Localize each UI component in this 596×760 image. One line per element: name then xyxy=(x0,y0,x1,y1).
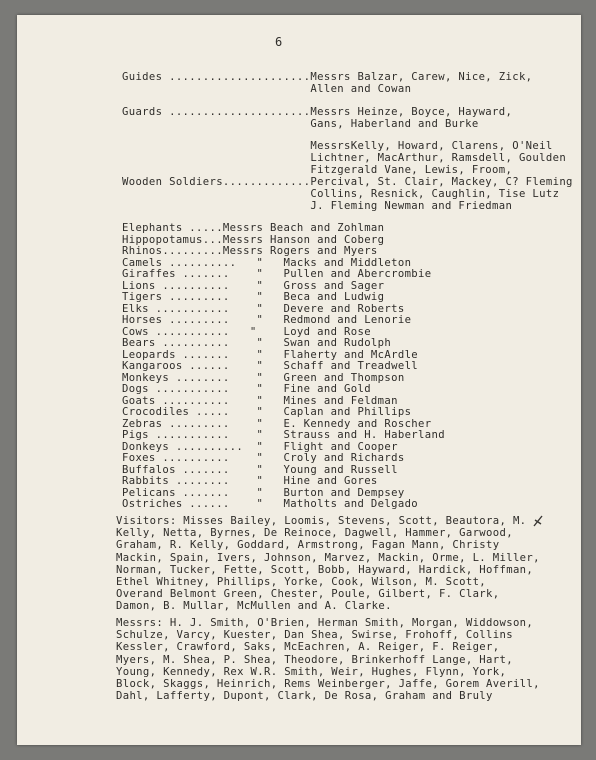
animal-cast-line: Buffalos ....... " Young and Russell xyxy=(122,463,398,476)
animal-cast-line: Pelicans ....... " Burton and Dempsey xyxy=(122,486,405,499)
animal-cast-line: Cows ........... " Loyd and Rose xyxy=(122,325,371,338)
visitors-line: Damon, B. Mullar, McMullen and A. Clarke. xyxy=(116,600,392,613)
visitors-line: Ethel Whitney, Phillips, Yorke, Cook, Wilson, M. Scott, xyxy=(116,576,487,588)
animal-cast-line: Rabbits ........ " Hine and Gores xyxy=(122,475,378,487)
visitors-line: Myers, M. Shea, P. Shea, Theodore, Brinkerhoff Lange, Hart, xyxy=(116,653,513,666)
visitors-line: Schulze, Varcy, Kuester, Dan Shea, Swirse, Frohoff, Collins xyxy=(116,629,513,642)
role-line: Lichtner, MacArthur, Ramsdell, Goulden xyxy=(122,152,567,164)
animal-cast-line: Kangaroos ...... " Schaff and Treadwell xyxy=(122,360,419,372)
animal-cast-line: Leopards ....... " Flaherty and McArdle xyxy=(122,348,419,361)
visitors-line: Norman, Tucker, Fette, Scott, Bobb, Hayward, Hardick, Hoffman, xyxy=(116,563,534,576)
visitors-line: Kelly, Netta, Byrnes, De Reinoce, Dagwell, Hammer, Garwood, xyxy=(116,527,513,540)
visitors-line: Kessler, Crawford, Saks, McEachren, A. Reiger, F. Reiger, xyxy=(116,641,500,654)
visitors-line: Visitors: Misses Bailey, Loomis, Stevens, Scott, Beautora, M. xyxy=(116,515,527,527)
role-line: J. Fleming Newman and Friedman xyxy=(122,200,513,212)
animal-cast-line: Tigers ......... " Beca and Ludwig xyxy=(122,291,385,303)
animal-cast-line: Bears .......... " Swan and Rudolph xyxy=(122,337,392,349)
role-line: Fitzgerald Vane, Lewis, Froom, xyxy=(122,164,513,176)
visitors-line: Young, Kennedy, Rex W.R. Smith, Weir, Hughes, Flynn, York, xyxy=(116,665,507,678)
document-page xyxy=(17,15,581,745)
role-line: Gans, Haberland and Burke xyxy=(122,118,479,130)
role-line: Allen and Cowan xyxy=(122,83,412,95)
animal-cast-line: Donkeys .......... " Flight and Cooper xyxy=(122,440,398,453)
animal-cast-line: Dogs ........... " Fine and Gold xyxy=(122,383,371,395)
visitors-line: Dahl, Lafferty, Dupont, Clark, De Rosa, Graham and Bruly xyxy=(116,690,493,703)
animal-cast-line: Monkeys ........ " Green and Thompson xyxy=(122,371,405,384)
visitors-line: Graham, R. Kelly, Goddard, Armstrong, Fagan Mann, Christy xyxy=(116,539,500,552)
visitors-line: Messrs: H. J. Smith, O'Brien, Herman Smith, Morgan, Widdowson, xyxy=(116,617,534,629)
role-line: Guards .....................Messrs Heinze, Boyce, Hayward, xyxy=(122,106,513,118)
animal-cast-line: Crocodiles ..... " Caplan and Phillips xyxy=(122,406,412,418)
animal-cast-line: Goats .......... " Mines and Feldman xyxy=(122,394,398,407)
animal-cast-line: Horses ......... " Redmond and Lenorie xyxy=(122,314,412,326)
visitors-line: Block, Skaggs, Heinrich, Rems Weinberger, Jaffe, Gorem Averill, xyxy=(116,678,540,690)
handwritten-check-mark xyxy=(532,515,544,527)
animal-cast-line: Giraffes ....... " Pullen and Abercrombie xyxy=(122,268,432,280)
role-line: Collins, Resnick, Caughlin, Tise Lutz xyxy=(122,188,560,200)
page-number: 6 xyxy=(275,35,284,49)
animal-cast-line: Hippopotamus...Messrs Hanson and Coberg xyxy=(122,233,385,246)
animal-cast-line: Zebras ......... " E. Kennedy and Roscher xyxy=(122,417,432,430)
animal-cast-line: Pigs ........... " Strauss and H. Haberland xyxy=(122,429,445,441)
animal-cast-line: Lions .......... " Gross and Sager xyxy=(122,279,385,292)
animal-cast-line: Ostriches ...... " Matholts and Delgado xyxy=(122,498,419,510)
animal-cast-line: Foxes .......... " Croly and Richards xyxy=(122,452,405,464)
animal-cast-line: Elks ........... " Devere and Roberts xyxy=(122,302,405,315)
animal-cast-line: Camels .......... " Macks and Middleton xyxy=(122,256,412,269)
role-line: Wooden Soldiers.............Percival, St. Clair, Mackey, C? Fleming xyxy=(122,176,573,188)
visitors-line: Mackin, Spain, Ivers, Johnson, Marvez, Mackin, Orme, L. Miller, xyxy=(116,551,540,564)
visitors-line: Overand Belmont Green, Chester, Poule, Gilbert, F. Clark, xyxy=(116,588,500,601)
role-line: MessrsKelly, Howard, Clarens, O'Neil xyxy=(122,140,553,152)
role-line: Guides .....................Messrs Balzar, Carew, Nice, Zick, xyxy=(122,71,533,83)
animal-cast-line: Elephants .....Messrs Beach and Zohlman xyxy=(122,222,385,234)
animal-cast-line: Rhinos.........Messrs Rogers and Myers xyxy=(122,245,378,257)
